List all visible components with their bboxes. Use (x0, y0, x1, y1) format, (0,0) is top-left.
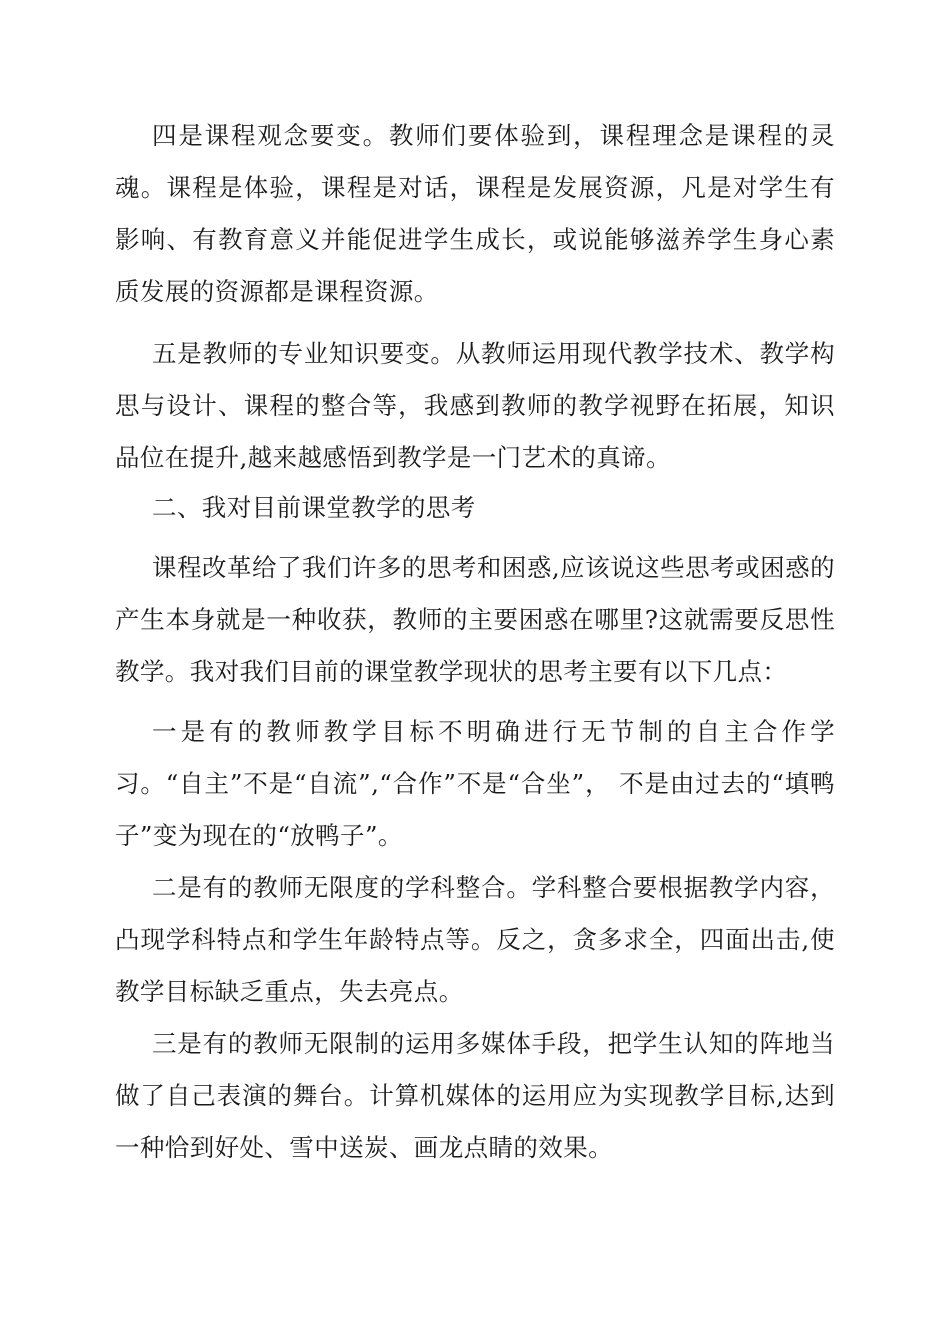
paragraph-curriculum-concept: 四是课程观念要变。教师们要体验到，课程理念是课程的灵魂。课程是体验，课程是对话，课程是发展资源，凡是对学生有影响、有教育意义并能促进学生成长，或说能够滋养学生身心素质发展的资源都是课程资源。 (115, 121, 835, 306)
paragraph-reflection-intro: 课程改革给了我们许多的思考和困惑,应该说这些思考或困惑的产生本身就是一种收获，教师的主要困惑在哪里?这就需要反思性教学。我对我们目前的课堂教学现状的思考主要有以下几点： (115, 553, 835, 686)
paragraph-point-three: 三是有的教师无限制的运用多媒体手段，把学生认知的阵地当做了自己表演的舞台。计算机媒体的运用应为实现教学目标,达到一种恰到好处、雪中送炭、画龙点睛的效果。 (115, 1029, 835, 1162)
paragraph-point-one: 一是有的教师教学目标不明确进行无节制的自主合作学习。“自主”不是“自流”,“合作”不是“合坐”， 不是由过去的“填鸭子”变为现在的“放鸭子”。 (115, 717, 835, 850)
paragraph-professional-knowledge: 五是教师的专业知识要变。从教师运用现代教学技术、教学构思与设计、课程的整合等，我感到教师的教学视野在拓展，知识品位在提升,越来越感悟到教学是一门艺术的真谛。 (115, 339, 835, 472)
paragraph-point-two: 二是有的教师无限度的学科整合。学科整合要根据教学内容，凸现学科特点和学生年龄特点等。反之，贪多求全，四面出击,使教学目标缺乏重点，失去亮点。 (115, 873, 835, 1006)
section-heading: 二、我对目前课堂教学的思考 (152, 493, 476, 522)
